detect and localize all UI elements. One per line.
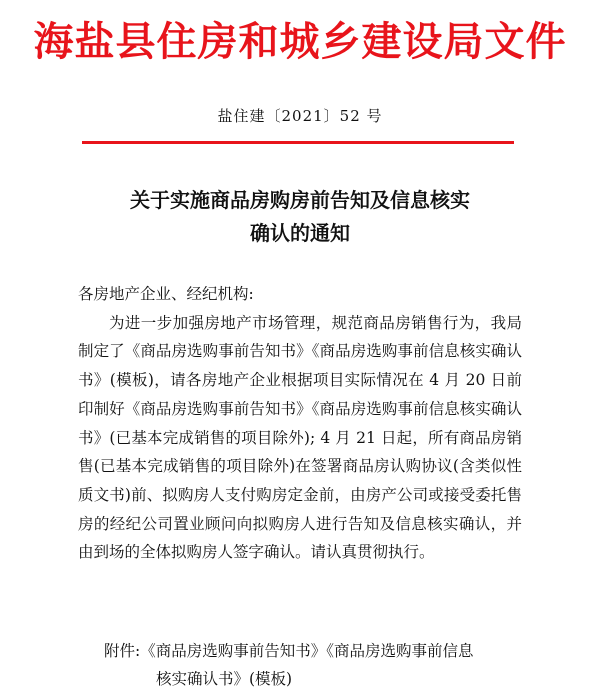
body-paragraph: 为进一步加强房地产市场管理，规范商品房销售行为，我局制定了《商品房选购事前告知书》《商品房选购事前信息核实确认书》(模板)，请各房地产企业根据项目实际情况在 4 月 20 日前印制好《商品房选购事前告知书》《商品房选购事前信息核实确认书》(已基本完成销售的项目除外); 4 月 21 日起，所有商品房销售(已基本完成销售的项目除外)在签署商品房认购协议(含类似性质文书)前、拟购房人支付购房定金前，由房产公司或接受委托售房的经纪公司置业顾问向拟购房人进行告知及信息核实确认，并由到场的全体拟购房人签字确认。请认真贯彻执行。 xyxy=(78,313,522,562)
salutation: 各房地产企业、经纪机构: xyxy=(78,285,254,303)
notice-title-line-2: 确认的通知 xyxy=(250,221,350,245)
notice-body xyxy=(78,280,522,567)
issuer-masthead: 海盐县住房和城乡建设局文件 xyxy=(33,19,567,65)
red-divider-rule xyxy=(82,141,514,144)
document-number: 盐住建〔2021〕52 号 xyxy=(217,107,383,125)
notice-title xyxy=(0,184,600,250)
attachment-line-1: 附件:《商品房选购事前告知书》《商品房选购事前信息 xyxy=(104,642,474,660)
attachment-line-2: 核实确认书》(模板) xyxy=(156,670,293,688)
attachment-note xyxy=(104,637,524,693)
notice-title-line-1: 关于实施商品房购房前告知及信息核实 xyxy=(130,188,470,212)
